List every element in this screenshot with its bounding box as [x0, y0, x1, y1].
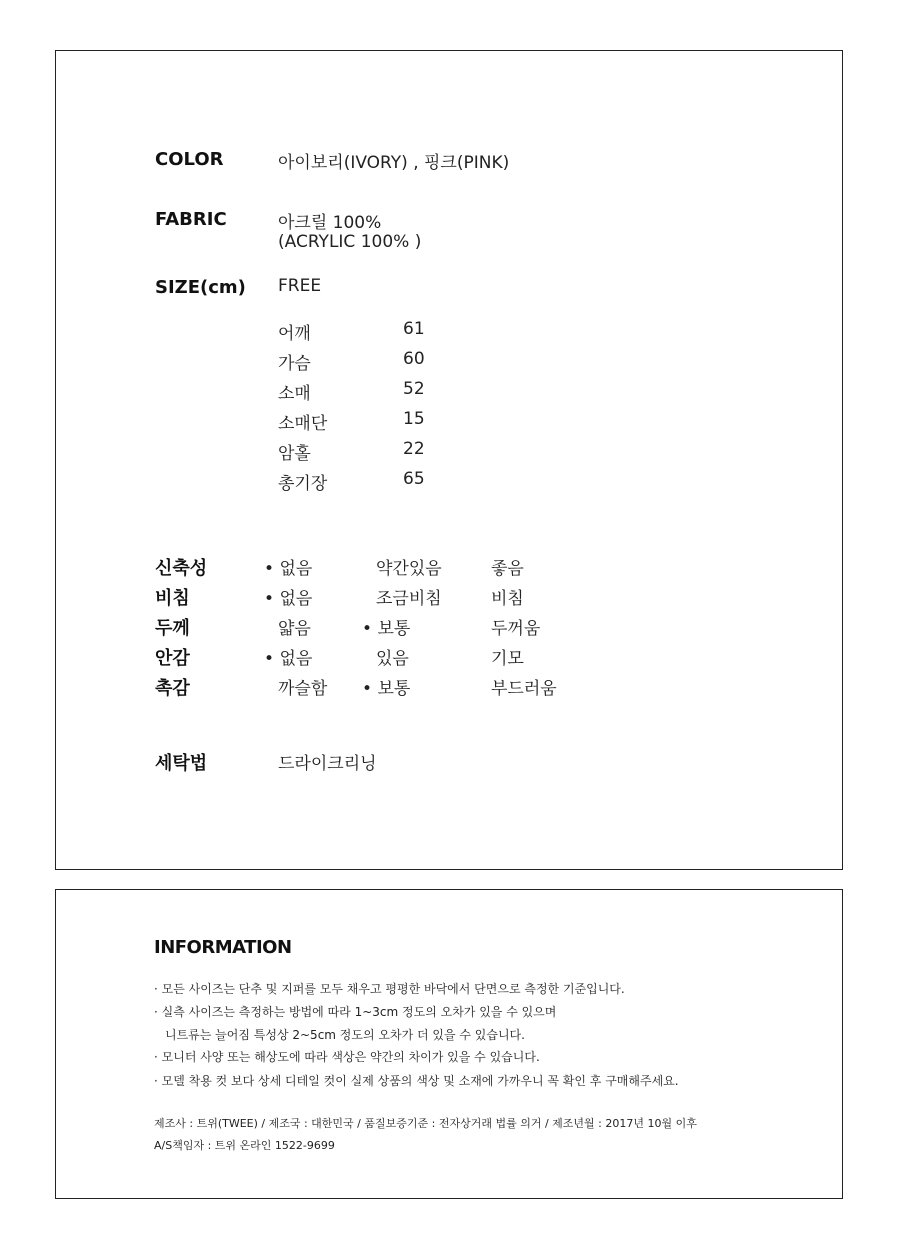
fabric-value-line2: (ACRYLIC 100% ) — [278, 232, 422, 252]
fabric-value-line1: 아크릴 100% — [278, 213, 382, 233]
property-option: 있음 — [376, 649, 409, 669]
size-label: SIZE(cm) — [155, 277, 246, 298]
info-note: · 모델 착용 컷 보다 상세 디테일 컷이 실제 상품의 색상 및 소재에 가까우니 꼭 확인 후 구매해주세요. — [154, 1074, 679, 1088]
size-row-name: 암홀 — [278, 444, 311, 464]
size-row-name: 가슴 — [278, 354, 311, 374]
property-option: 약간있음 — [376, 559, 442, 579]
size-row-name: 어깨 — [278, 324, 311, 344]
property-option-selected: • 보통 — [362, 614, 410, 639]
property-label: 두께 — [155, 618, 190, 639]
size-row-name: 총기장 — [278, 474, 328, 494]
info-note: · 실측 사이즈는 측정하는 방법에 따라 1~3cm 정도의 오차가 있을 수 있으며 — [154, 1005, 557, 1019]
size-row-value: 61 — [403, 319, 425, 339]
property-label: 촉감 — [155, 678, 190, 699]
product-spec-panel — [55, 50, 843, 870]
size-row-value: 60 — [403, 349, 425, 369]
info-note: · 모든 사이즈는 단추 및 지퍼를 모두 채우고 평평한 바닥에서 단면으로 측정한 기준입니다. — [154, 982, 625, 996]
property-option-selected: • 보통 — [362, 674, 410, 699]
property-option-selected: • 없음 — [264, 644, 312, 669]
property-label: 신축성 — [155, 558, 208, 579]
color-value: 아이보리(IVORY) , 핑크(PINK) — [278, 153, 510, 173]
property-option-selected: • 없음 — [264, 554, 312, 579]
property-option: 비침 — [491, 589, 524, 609]
property-label: 비침 — [155, 588, 190, 609]
info-note: · 모니터 사양 또는 해상도에 따라 색상은 약간의 차이가 있을 수 있습니다. — [154, 1050, 540, 1064]
manufacturer-info: 제조사 : 트위(TWEE) / 제조국 : 대한민국 / 품질보증기준 : 전자상거래 법률 의거 / 제조년월 : 2017년 10월 이후 — [154, 1117, 697, 1130]
property-option: 얇음 — [278, 619, 311, 639]
property-option: 부드러움 — [491, 679, 557, 699]
property-option: 좋음 — [491, 559, 524, 579]
property-option-selected: • 없음 — [264, 584, 312, 609]
fabric-label: FABRIC — [155, 209, 227, 230]
size-free: FREE — [278, 276, 322, 296]
size-row-name: 소매단 — [278, 414, 328, 434]
property-option: 두꺼움 — [491, 619, 541, 639]
size-row-value: 22 — [403, 439, 425, 459]
property-option: 까슬함 — [278, 679, 328, 699]
size-row-name: 소매 — [278, 384, 311, 404]
washing-value: 드라이크리닝 — [278, 754, 377, 774]
size-row-value: 65 — [403, 469, 425, 489]
color-label: COLOR — [155, 149, 224, 170]
washing-label: 세탁법 — [155, 753, 208, 774]
as-contact-info: A/S책임자 : 트위 온라인 1522-9699 — [154, 1139, 335, 1152]
information-title: INFORMATION — [154, 937, 292, 958]
property-label: 안감 — [155, 648, 190, 669]
size-row-value: 15 — [403, 409, 425, 429]
property-option: 기모 — [491, 649, 524, 669]
size-row-value: 52 — [403, 379, 425, 399]
info-note: 니트류는 늘어짐 특성상 2~5cm 정도의 오차가 더 있을 수 있습니다. — [165, 1028, 525, 1042]
property-option: 조금비침 — [376, 589, 442, 609]
